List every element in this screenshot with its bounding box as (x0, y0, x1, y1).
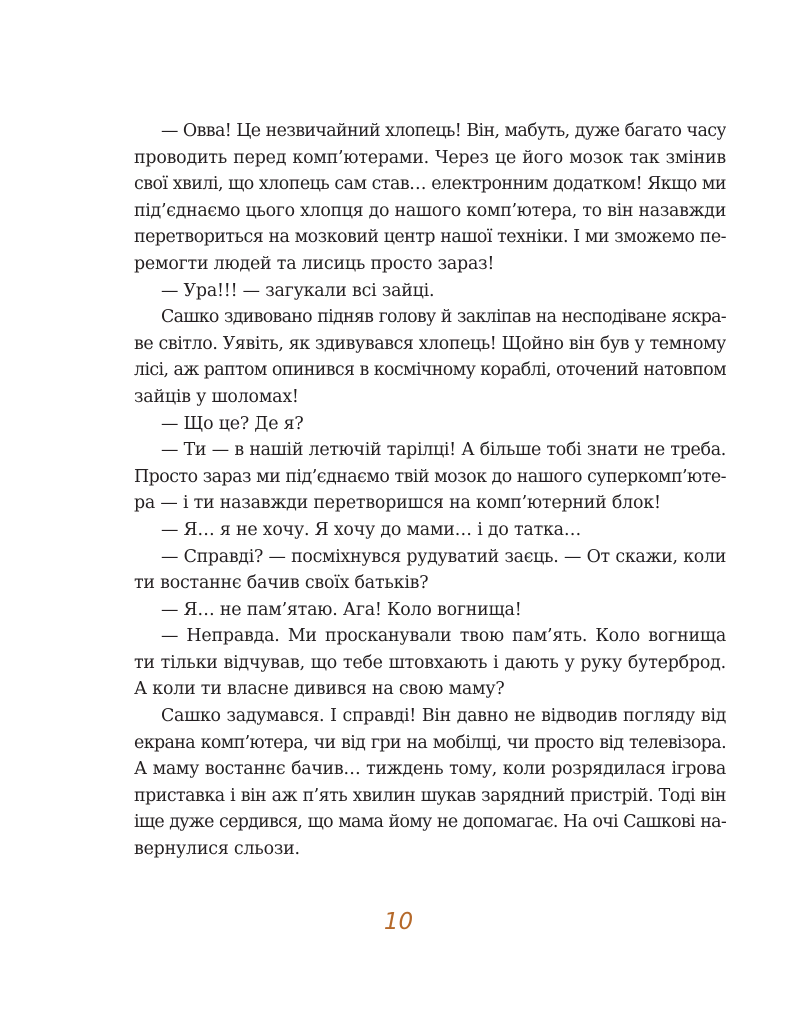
text-line: лісі, аж раптом опинився в космічному кораблі, оточений натовпом (134, 360, 726, 381)
text-line: — Неправда. Ми просканували твою пам’ять. Коло вогнища (161, 626, 726, 647)
text-line: ти востаннє бачив своїх батьків? (134, 573, 429, 594)
text-line: — Ти — в нашій летючій тарілці! А більше тобі знати не треба. (161, 440, 726, 461)
text-line: приставка і він аж п’ять хвилин шукав зарядний пристрій. Тоді він (134, 785, 726, 806)
text-line: ве світло. Уявіть, як здивувався хлопець! Щойно він був у темному (134, 333, 726, 354)
text-line: ремогти людей та лисиць просто зараз! (134, 253, 495, 274)
page-number: 10 (383, 909, 414, 935)
text-line: — Я… я не хочу. Я хочу до мами… і до татка… (161, 519, 582, 540)
text-line: А коли ти власне дивився на свою маму? (134, 679, 505, 700)
text-line: — Справді? — посміхнувся рудуватий заєць. — От скажи, коли (161, 546, 726, 567)
text-line: ра — і ти назавжди перетворишся на комп’ютерний блок! (134, 493, 661, 514)
text-line: — Овва! Це незвичайний хлопець! Він, мабуть, дуже багато часу (161, 121, 726, 141)
text-line: А маму востаннє бачив… тиждень тому, коли розрядилася ігрова (134, 759, 726, 780)
text-line: іще дуже сердився, що мама йому не допомагає. На очі Сашкові на- (134, 812, 726, 833)
text-line: — Ура!!! — загукали всі зайці. (161, 280, 435, 301)
text-line: — Я… не пам’ятаю. Ага! Коло вогнища! (161, 599, 522, 620)
text-line: екрана комп’ютера, чи від гри на мобілці, чи просто від телевізора. (134, 732, 726, 753)
text-line: Просто зараз ми під’єднаємо твій мозок до нашого суперкомп’юте- (134, 466, 726, 487)
story-text (134, 118, 726, 863)
text-line: під’єднаємо цього хлопця до нашого комп’ютера, то він назавжди (134, 200, 726, 221)
text-line: вернулися сльози. (134, 839, 300, 860)
text-line: — Що це? Де я? (161, 413, 304, 434)
text-line: ти тільки відчував, що тебе штовхають і дають у руку бутерброд. (134, 652, 726, 673)
text-line: Сашко задумався. І справді! Він давно не відводив погляду від (161, 706, 726, 727)
text-line: свої хвилі, що хлопець сам став… електронним додатком! Якщо ми (134, 174, 726, 195)
text-line: Сашко здивовано підняв голову й закліпав на несподіване яскра- (161, 307, 726, 328)
text-line: зайців у шоломах! (134, 386, 299, 407)
text-line: перетвориться на мозковий центр нашої техніки. І ми зможемо пе- (134, 227, 726, 248)
text-line: проводить перед комп’ютерами. Через це його мозок так змінив (134, 147, 726, 168)
